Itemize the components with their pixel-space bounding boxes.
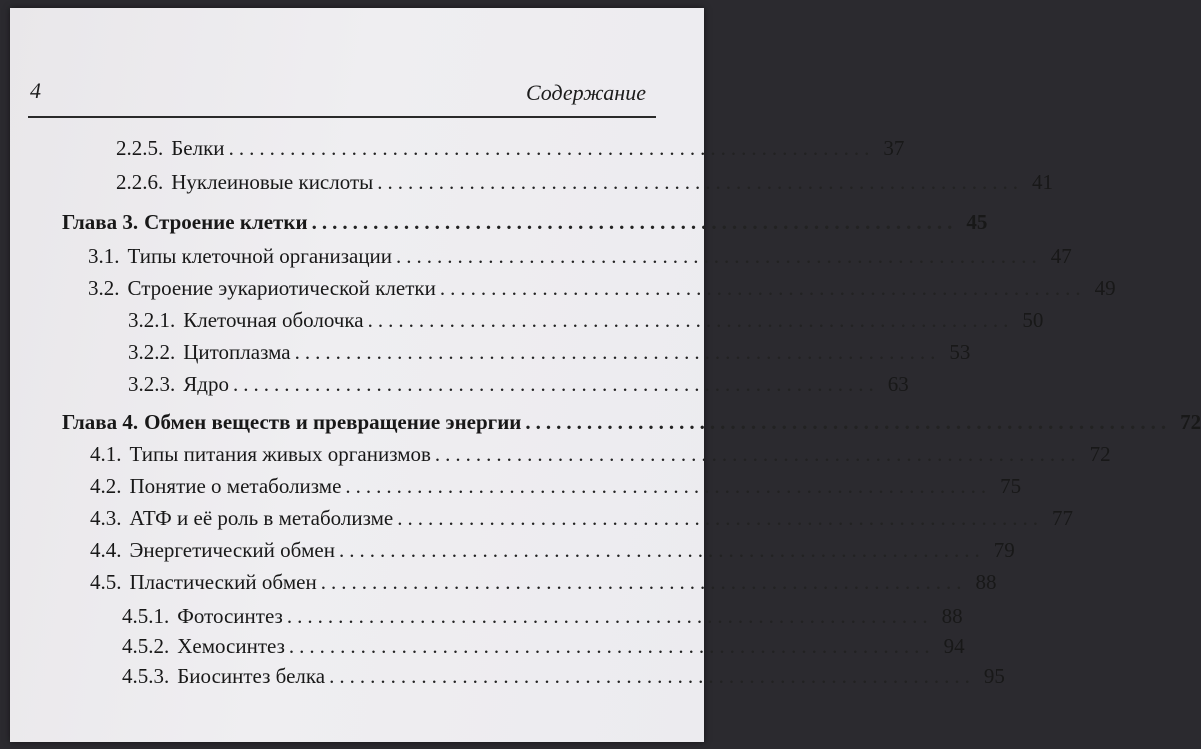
toc-entry-3-2-2 bbox=[128, 340, 971, 365]
dot-leader: ............................................................... bbox=[377, 170, 1023, 194]
toc-page: 37 bbox=[883, 136, 905, 160]
toc-number: 4.3. bbox=[90, 506, 122, 530]
toc-page: 47 bbox=[1050, 244, 1072, 268]
toc-number: 4.5.2. bbox=[122, 634, 170, 658]
toc-title: Ядро bbox=[183, 372, 229, 396]
toc-entry-3-2-3 bbox=[128, 372, 909, 397]
toc-page: 63 bbox=[887, 372, 909, 396]
toc-entry-4-4 bbox=[90, 538, 1015, 563]
toc-page: 95 bbox=[983, 664, 1005, 688]
toc-title: Хемосинтез bbox=[177, 634, 285, 658]
toc-page: 79 bbox=[993, 538, 1015, 562]
toc-title: Цитоплазма bbox=[183, 340, 291, 364]
toc-title: Биосинтез белка bbox=[177, 664, 326, 688]
toc-page: 41 bbox=[1032, 170, 1053, 194]
toc-entry-4-5 bbox=[90, 570, 997, 595]
dot-leader: ............................................................... bbox=[311, 210, 958, 234]
toc-page: 75 bbox=[1000, 474, 1022, 498]
toc-entry-2-2-5 bbox=[116, 136, 905, 161]
dot-leader: ............................................................... bbox=[286, 604, 933, 628]
toc-entry-4-5-1 bbox=[122, 604, 963, 629]
dot-leader: ............................................................... bbox=[320, 570, 967, 594]
toc-entry-3-1 bbox=[88, 244, 1072, 269]
toc-entry-4-1 bbox=[90, 442, 1111, 467]
toc-chapter-4 bbox=[62, 410, 1201, 435]
toc-title: Нуклеиновые кислоты bbox=[171, 170, 374, 194]
toc-number: Глава 3. bbox=[62, 210, 139, 234]
toc-chapter-3 bbox=[62, 210, 988, 235]
toc-number: 4.5.1. bbox=[122, 604, 170, 628]
toc-title: Строение клетки bbox=[144, 210, 308, 234]
page-number: 4 bbox=[30, 78, 41, 103]
toc-entry-3-2 bbox=[88, 276, 1116, 301]
dot-leader: ............................................................... bbox=[367, 308, 1014, 332]
toc-number: Глава 4. bbox=[62, 410, 139, 434]
toc-title: Обмен веществ и превращение энергии bbox=[144, 410, 522, 434]
dot-leader: ............................................................... bbox=[525, 410, 1172, 434]
toc-title: Белки bbox=[171, 136, 225, 160]
toc-number: 3.2. bbox=[88, 276, 120, 300]
toc-entry-3-2-1 bbox=[128, 308, 1044, 333]
toc-page: 88 bbox=[975, 570, 997, 594]
toc-page: 72 bbox=[1180, 410, 1201, 434]
toc-number: 2.2.5. bbox=[116, 136, 164, 160]
toc-number: 3.2.3. bbox=[128, 372, 176, 396]
dot-leader: ............................................................... bbox=[228, 136, 875, 160]
toc-title: Клеточная оболочка bbox=[183, 308, 364, 332]
dot-leader: ............................................................... bbox=[434, 442, 1081, 466]
dot-leader: ............................................................... bbox=[345, 474, 992, 498]
toc-number: 3.1. bbox=[88, 244, 120, 268]
toc-number: 4.4. bbox=[90, 538, 122, 562]
toc-title: Пластический обмен bbox=[129, 570, 317, 594]
toc-number: 3.2.1. bbox=[128, 308, 176, 332]
toc-title: Типы клеточной организации bbox=[127, 244, 393, 268]
toc-title: Энергетический обмен bbox=[129, 538, 335, 562]
toc-page: 45 bbox=[966, 210, 988, 234]
toc-number: 4.5. bbox=[90, 570, 122, 594]
dot-leader: ............................................................... bbox=[232, 372, 879, 396]
toc-page: 49 bbox=[1094, 276, 1116, 300]
toc-number: 4.1. bbox=[90, 442, 122, 466]
toc-entry-4-3 bbox=[90, 506, 1073, 531]
toc-title: АТФ и её роль в метаболизме bbox=[129, 506, 394, 530]
toc-entry-4-5-3 bbox=[122, 664, 1005, 689]
toc-page: 88 bbox=[941, 604, 963, 628]
toc-number: 4.5.3. bbox=[122, 664, 170, 688]
dot-leader: ............................................................... bbox=[397, 506, 1043, 530]
dot-leader: ............................................................... bbox=[294, 340, 941, 364]
table-of-contents bbox=[10, 8, 1201, 742]
toc-page: 94 bbox=[943, 634, 965, 658]
toc-title: Типы питания живых организмов bbox=[129, 442, 431, 466]
dot-leader: ............................................................... bbox=[338, 538, 985, 562]
toc-page: 53 bbox=[949, 340, 971, 364]
toc-number: 3.2.2. bbox=[128, 340, 176, 364]
toc-title: Понятие о метаболизме bbox=[129, 474, 342, 498]
toc-number: 2.2.6. bbox=[116, 170, 164, 194]
toc-number: 4.2. bbox=[90, 474, 122, 498]
toc-page: 72 bbox=[1089, 442, 1111, 466]
dot-leader: ............................................................... bbox=[329, 664, 975, 688]
toc-title: Строение эукариотической клетки bbox=[127, 276, 436, 300]
book-page bbox=[10, 8, 1201, 742]
toc-page: 77 bbox=[1051, 506, 1073, 530]
toc-entry-4-5-2 bbox=[122, 634, 965, 659]
dot-leader: ............................................................... bbox=[288, 634, 935, 658]
toc-entry-4-2 bbox=[90, 474, 1022, 499]
toc-entry-2-2-6 bbox=[116, 170, 1053, 195]
dot-leader: ............................................................... bbox=[396, 244, 1042, 268]
dot-leader: ............................................................... bbox=[439, 276, 1086, 300]
running-head: Содержание bbox=[525, 80, 646, 105]
toc-title: Фотосинтез bbox=[177, 604, 283, 628]
toc-page: 50 bbox=[1022, 308, 1044, 332]
